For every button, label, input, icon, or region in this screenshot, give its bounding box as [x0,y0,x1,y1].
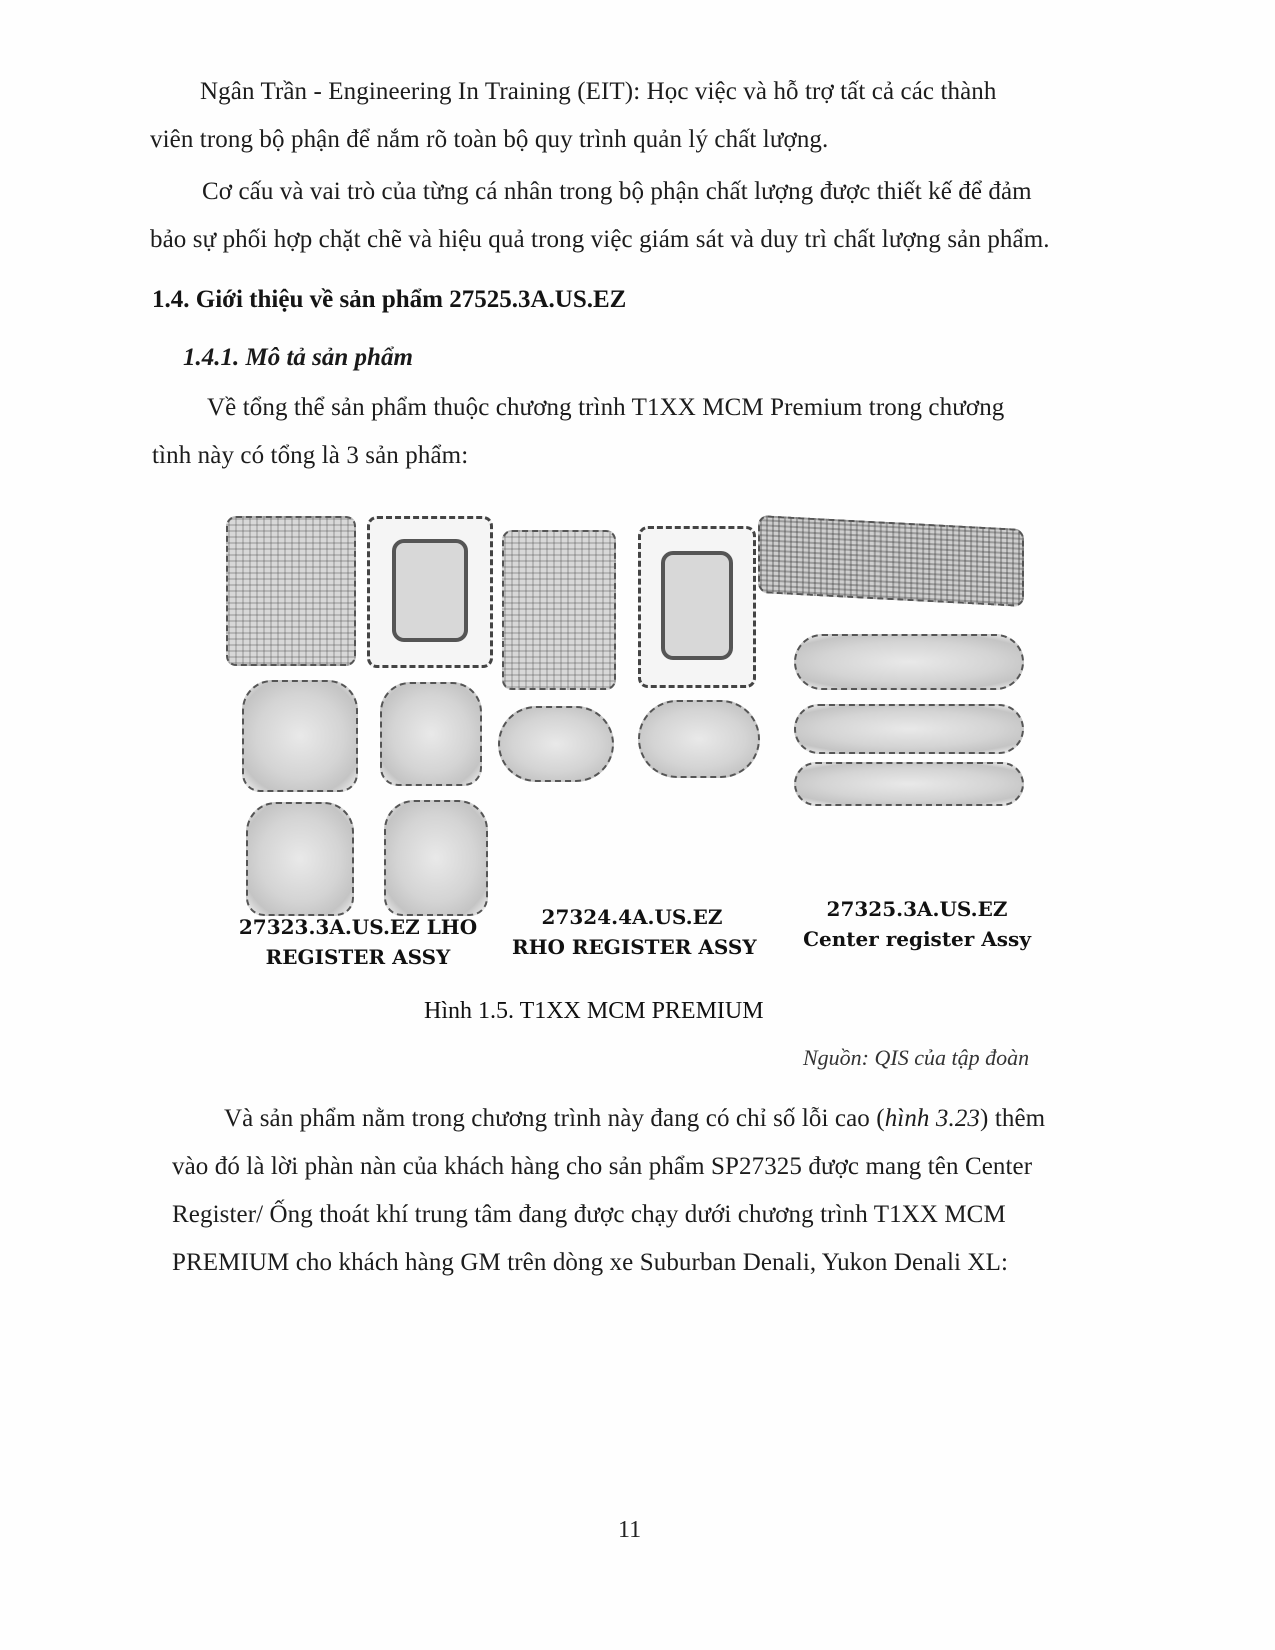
paragraph-line: vào đó là lời phàn nàn của khách hàng cho sản phẩm SP27325 được mang tên Center [172,1153,1033,1180]
paragraph-defect-context [172,1095,1072,1287]
product-photo-lho-back [367,516,493,668]
product-photo-rho-back [638,526,756,688]
product-photo-rho-duct-1 [498,706,614,782]
text-run: ) thêm [980,1105,1046,1132]
product-name: REGISTER ASSY [265,945,451,969]
paragraph-line: Về tổng thể sản phẩm thuộc chương trình T1XX MCM Premium trong chương [207,394,1005,421]
product-code: 27325.3A.US.EZ [826,897,1008,921]
product-name: Center register Assy [803,927,1031,951]
product-photo-lho-duct-4 [384,800,488,916]
product-caption-rho [512,902,757,962]
paragraph-line: Ngân Trần - Engineering In Training (EIT): Học việc và hỗ trợ tất cả các thành [200,78,997,105]
paragraph-line: viên trong bộ phận để nắm rõ toàn bộ quy trình quản lý chất lượng. [150,126,829,153]
figure-source: Nguồn: QIS của tập đoàn [803,1045,1030,1070]
section-heading: 1.4. Giới thiệu về sản phẩm 27525.3A.US.EZ [152,286,627,313]
product-photo-lho-duct-1 [242,680,358,792]
product-photo-center-duct-1 [794,634,1024,690]
product-photo-rho-duct-2 [638,700,760,778]
product-caption-center [802,894,1032,954]
page-number: 11 [618,1517,642,1543]
product-photo-rho-front [502,530,616,690]
paragraph-line: tình này có tổng là 3 sản phẩm: [152,442,469,469]
product-photo-center-grille [758,515,1024,607]
text-run: Và sản phẩm nằm trong chương trình này đang có chỉ số lỗi cao ( [224,1105,885,1132]
figure-caption: Hình 1.5. T1XX MCM PREMIUM [424,998,764,1024]
paragraph-line: PREMIUM cho khách hàng GM trên dòng xe Suburban Denali, Yukon Denali XL: [172,1249,1008,1276]
product-code: 27323.3A.US.EZ LHO [238,915,478,939]
product-photo-center-duct-2 [794,704,1024,754]
product-code: 27324.4A.US.EZ [541,905,723,929]
product-caption-lho [238,912,478,972]
paragraph-line: bảo sự phối hợp chặt chẽ và hiệu quả trong việc giám sát và duy trì chất lượng sản phẩm. [150,226,1050,253]
paragraph-line: Cơ cấu và vai trò của từng cá nhân trong bộ phận chất lượng được thiết kế để đảm [202,178,1032,205]
paragraph-structure [150,168,1085,264]
paragraph-line [172,1095,1072,1143]
paragraph-product-overview [152,384,1092,480]
product-photo-lho-duct-2 [380,682,482,786]
product-name: RHO REGISTER ASSY [512,935,757,959]
product-photo-lho-duct-3 [246,802,354,916]
paragraph-eit-role [150,68,1070,164]
product-photo-lho-front [226,516,356,666]
paragraph-line: Register/ Ống thoát khí trung tâm đang được chạy dưới chương trình T1XX MCM [172,1201,1006,1228]
product-figure [222,510,1077,980]
subsection-heading: 1.4.1. Mô tả sản phẩm [183,344,413,371]
figure-reference: hình 3.23 [884,1105,981,1132]
product-photo-center-duct-3 [794,762,1024,806]
